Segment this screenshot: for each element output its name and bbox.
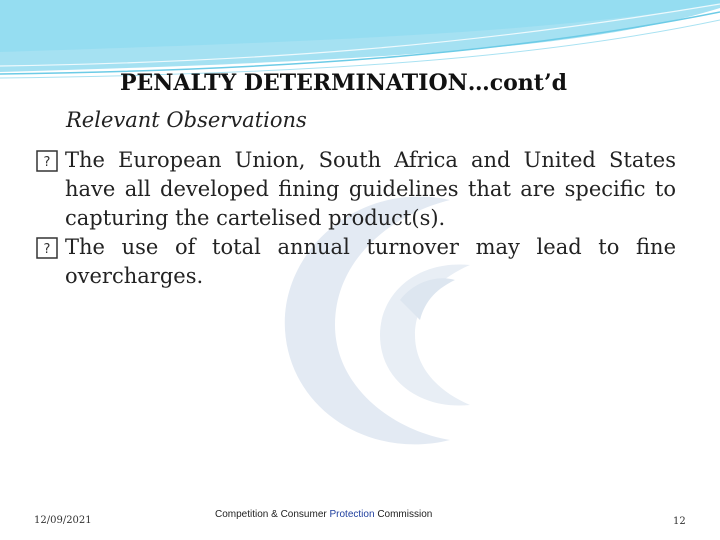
- footer-org-part3: Commission: [377, 509, 433, 520]
- bullet-text: The European Union, South Africa and United States have all developed fining guidelines that are specific to capturing the cartelised product(s).: [65, 148, 676, 230]
- bullet-text: The use of total annual turnover may lead to fine overcharges.: [65, 235, 676, 288]
- footer-date: 12/09/2021: [34, 515, 92, 526]
- svg-text:?: ?: [43, 242, 51, 257]
- footer-organization: [215, 509, 432, 520]
- page-number: 12: [673, 516, 686, 527]
- svg-text:?: ?: [43, 155, 51, 170]
- footer-org-part2: Protection: [329, 509, 375, 520]
- unrendered-glyph-icon: [36, 237, 58, 259]
- bullet-list: [36, 146, 676, 291]
- bullet-item: [36, 146, 676, 233]
- slide-subtitle: Relevant Observations: [66, 108, 307, 132]
- slide-title: PENALTY DETERMINATION…cont’d: [120, 70, 567, 96]
- footer-org-part1: Competition & Consumer: [215, 509, 327, 520]
- unrendered-glyph-icon: [36, 150, 58, 172]
- bullet-item: [36, 233, 676, 291]
